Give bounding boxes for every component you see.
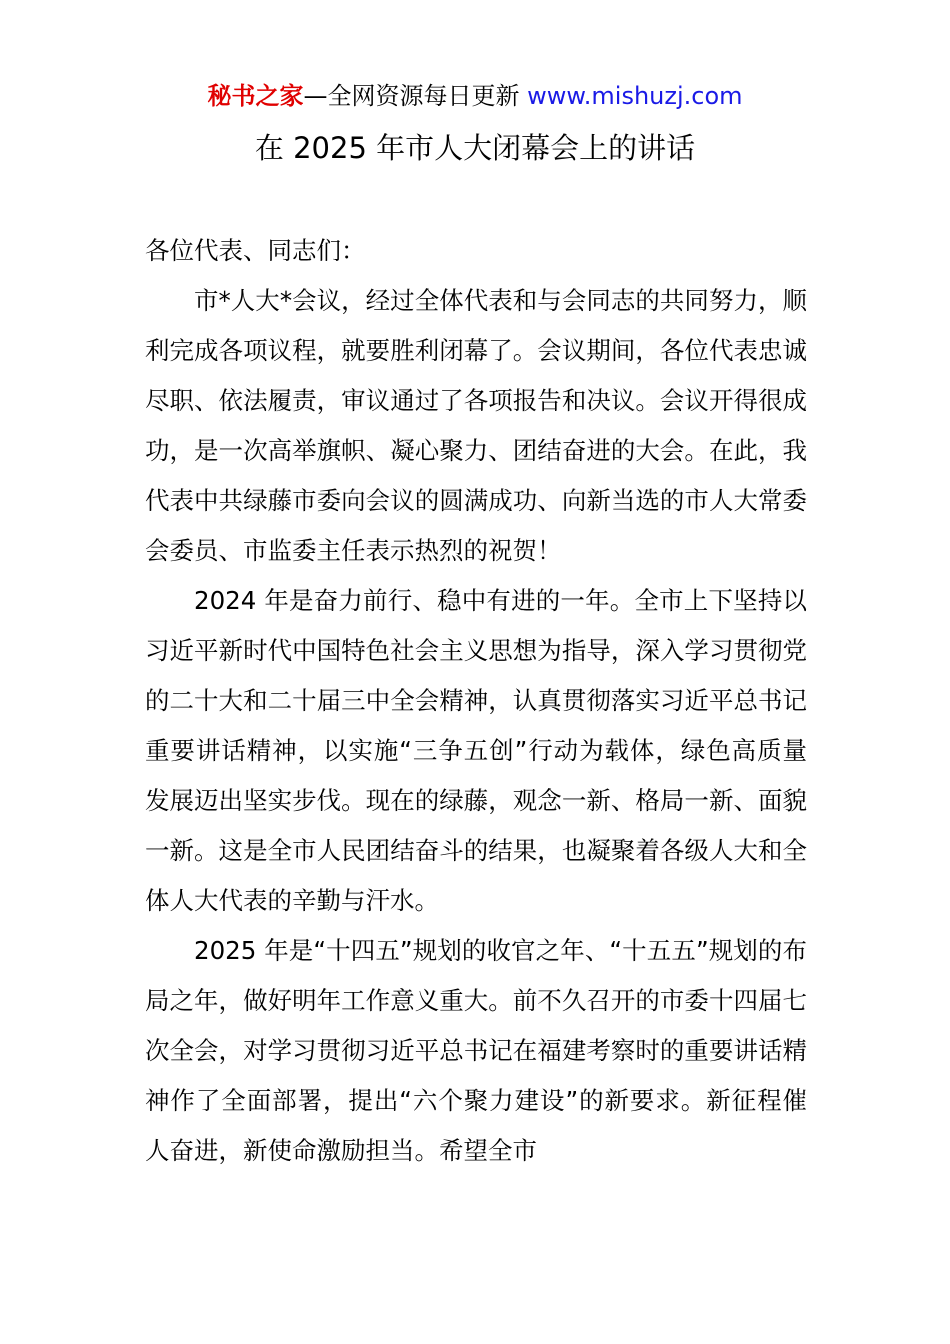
salutation: 各位代表、同志们： (145, 236, 366, 265)
document-body (145, 226, 807, 1176)
paragraph-1: 市*人大*会议，经过全体代表和与会同志的共同努力，顺利完成各项议程，就要胜利闭幕了。会议期间，各位代表忠诚尽职、依法履责，审议通过了各项报告和决议。会议开得很成功，是一次高举旗帜、凝心聚力、团结奋进的大会。在此，我代表中共绿藤市委向会议的圆满成功、向新当选的市人大常委会委员、市监委主任表示热烈的祝贺！ (145, 286, 807, 565)
header-tagline: —全网资源每日更新 (303, 82, 520, 110)
brand-name: 秘书之家 (207, 82, 304, 110)
site-header (0, 80, 950, 112)
paragraph-3: 2025 年是“十四五”规划的收官之年、“十五五”规划的布局之年，做好明年工作意义重大。前不久召开的市委十四届七次全会，对学习贯彻习近平总书记在福建考察时的重要讲话精神作了全面部署，提出“六个聚力建设”的新要求。新征程催人奋进，新使命激励担当。希望全市 (145, 936, 807, 1165)
document-title: 在 2025 年市人大闭幕会上的讲话 (254, 131, 696, 165)
paragraph-2: 2024 年是奋力前行、稳中有进的一年。全市上下坚持以习近平新时代中国特色社会主义思想为指导，深入学习贯彻党的二十大和二十届三中全会精神，认真贯彻落实习近平总书记重要讲话精神，以实施“三争五创”行动为载体，绿色高质量发展迈出坚实步伐。现在的绿藤，观念一新、格局一新、面貌一新。这是全市人民团结奋斗的结果，也凝聚着各级人大和全体人大代表的辛勤与汗水。 (145, 586, 807, 915)
site-url-link[interactable]: www.mishuzj.com (527, 82, 743, 110)
